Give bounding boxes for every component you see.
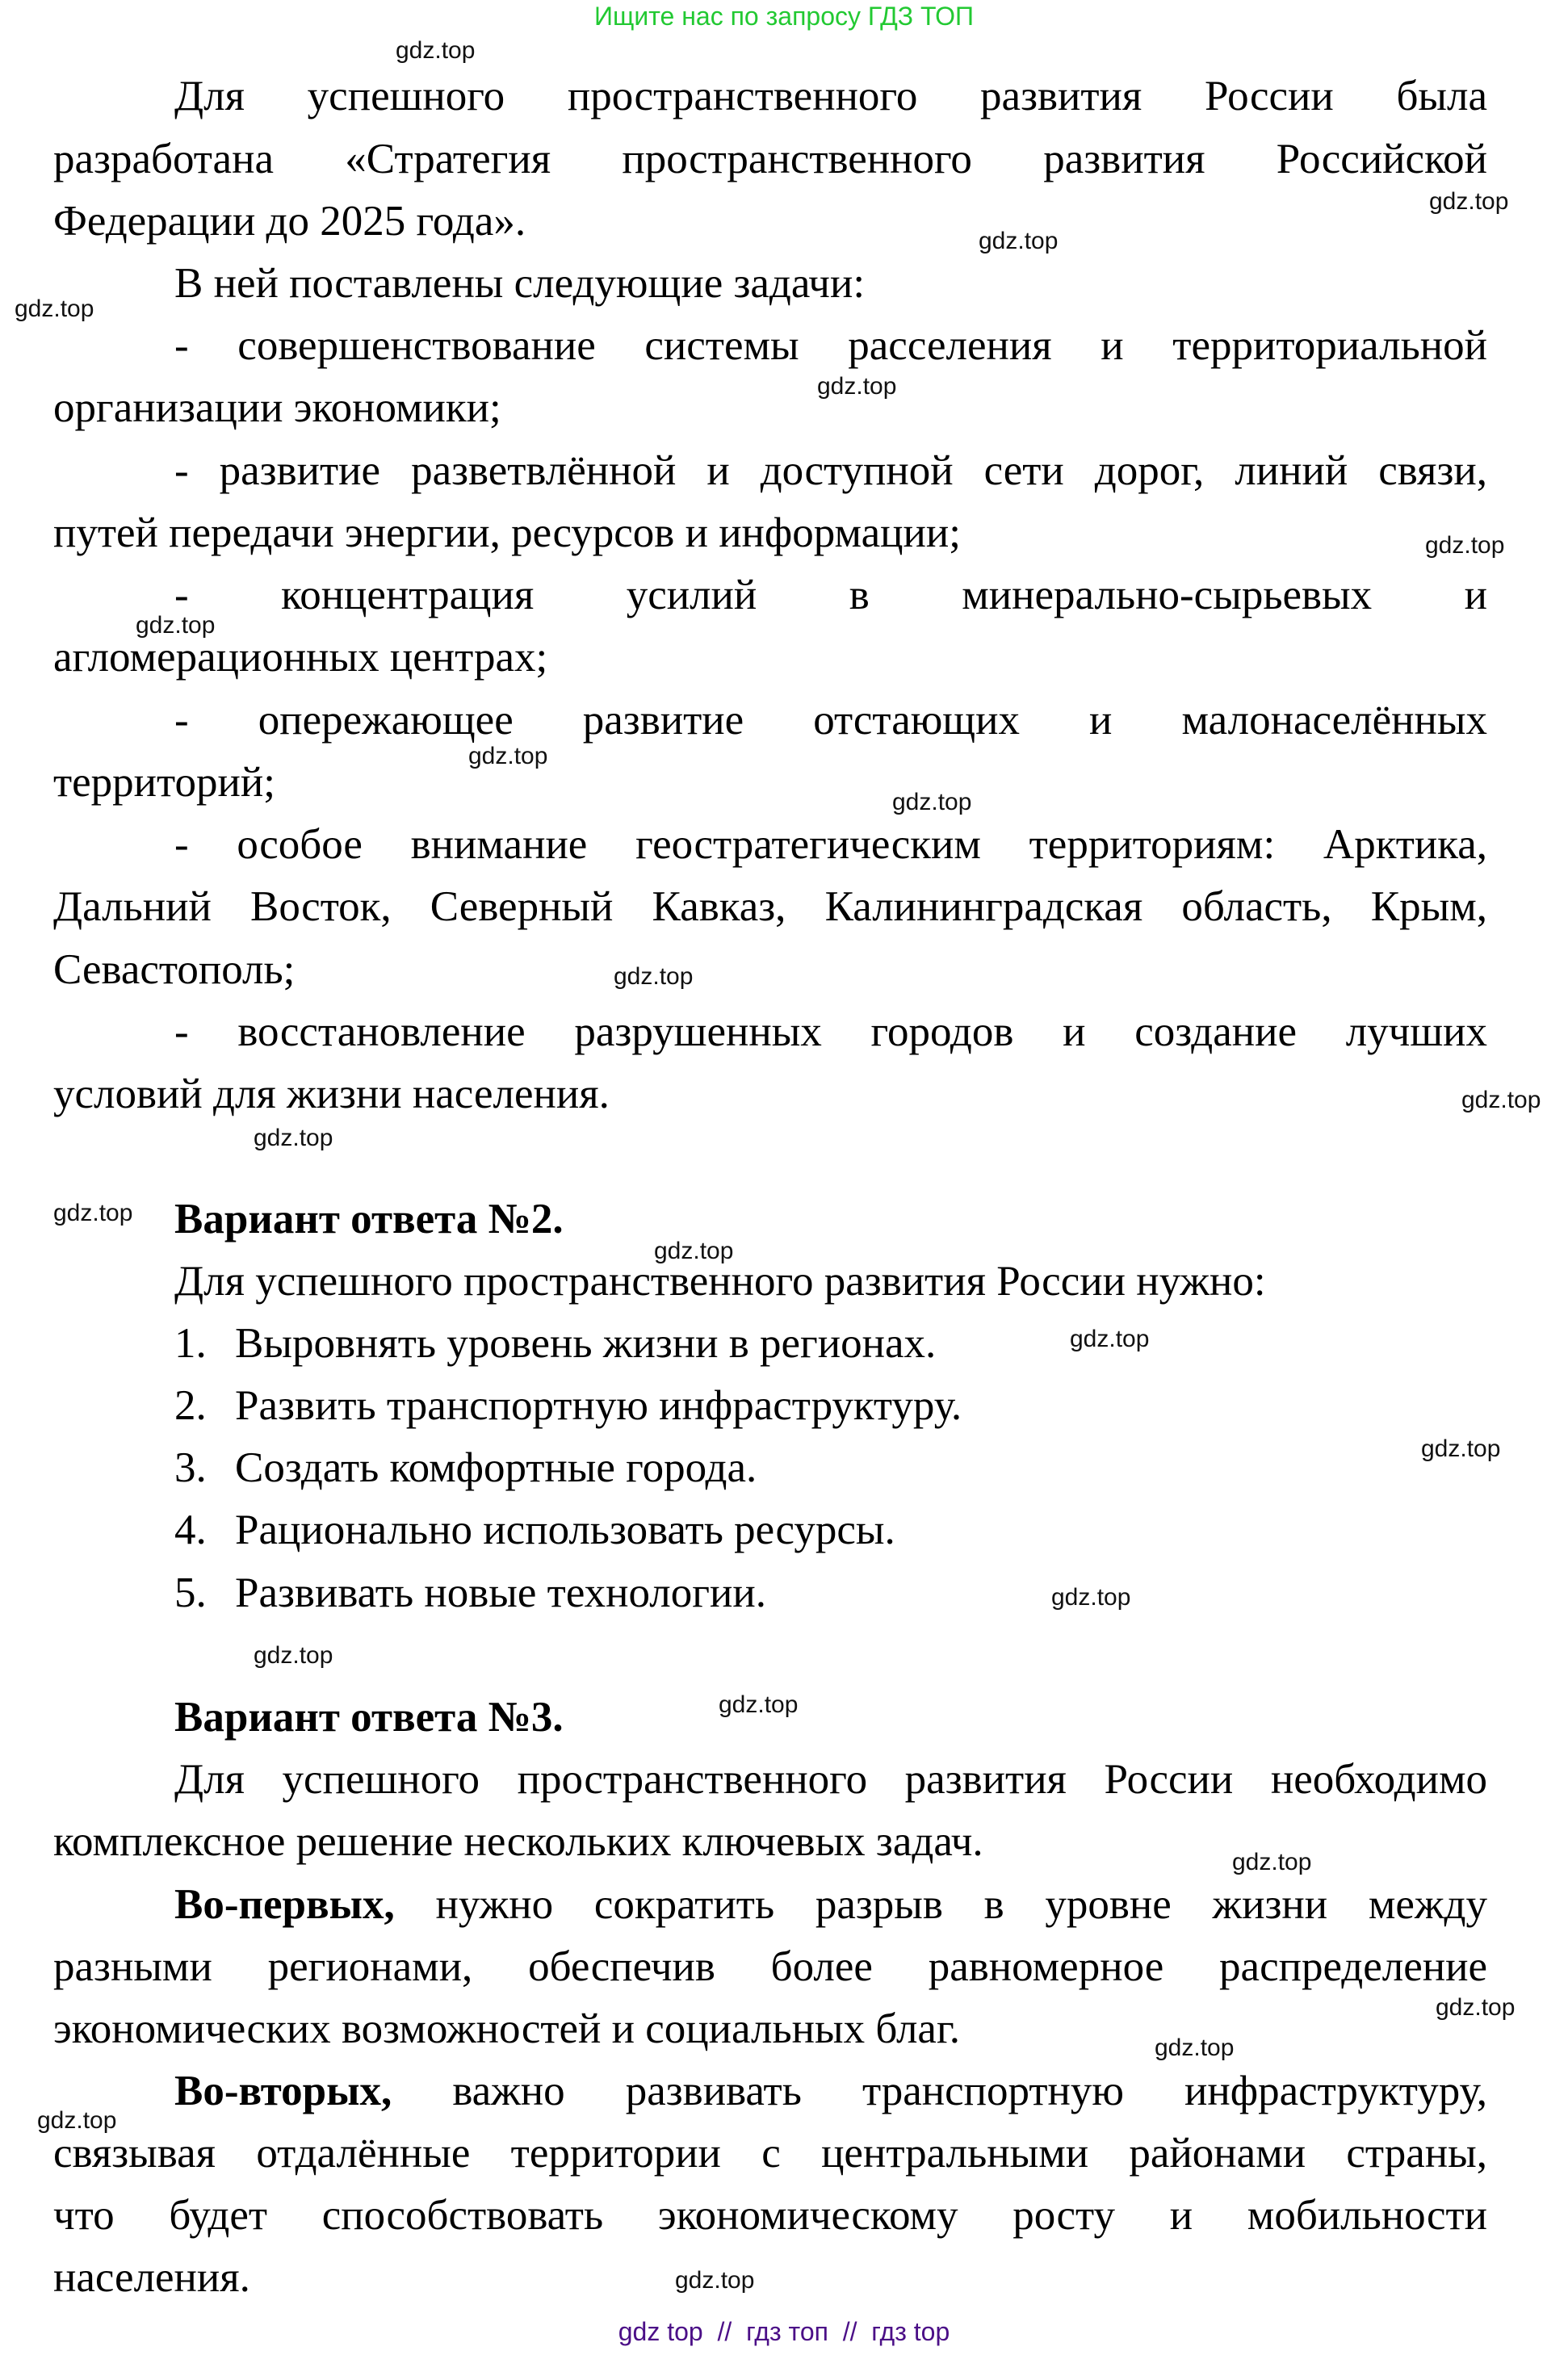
watermark: gdz.top [817,373,897,400]
watermark: gdz.top [254,1642,333,1669]
second-rest: важно развивать транспортную инфраструктуру, [392,2068,1487,2114]
task-item-continuation: агломерационных центрах; [53,634,548,681]
task-item: - совершенствование системы расселения и территориальной [174,322,1487,369]
watermark: gdz.top [1232,1849,1312,1875]
watermark: gdz.top [1070,1326,1150,1352]
watermark: gdz.top [37,2107,117,2134]
paragraph-line [53,1879,1487,1930]
list-text: Создать комфортные города. [235,1444,757,1491]
variant-2-intro: Для успешного пространственного развития России нужно: [174,1258,1266,1305]
watermark: gdz.top [1425,532,1505,559]
watermark: gdz.top [1051,1584,1131,1611]
watermark: gdz.top [254,1125,333,1151]
first-lead: Во-первых, [174,1881,395,1928]
watermark: gdz.top [979,228,1059,254]
watermark: gdz.top [719,1691,799,1718]
watermark: gdz.top [396,37,476,64]
list-item [53,1381,1487,1431]
paragraph-line: связывая отдалённые территории с центральными районами страны, [53,2130,1487,2177]
list-number: 5. [174,1569,207,1616]
watermark: gdz.top [1155,2034,1235,2061]
task-item: - восстановление разрушенных городов и создание лучших [174,1008,1487,1055]
task-item: - особое внимание геостратегическим территориям: Арктика, [174,821,1487,868]
list-number: 3. [174,1444,207,1491]
task-item-continuation: путей передачи энергии, ресурсов и информации; [53,509,961,556]
list-item [53,1568,1487,1618]
footer-links[interactable]: gdz top // гдз топ // гдз top [618,2317,950,2346]
watermark: gdz.top [892,789,972,815]
watermark: gdz.top [1461,1087,1541,1113]
paragraph-line: Для успешного пространственного развития России необходимо [174,1756,1487,1803]
task-item-continuation: Севастополь; [53,946,296,993]
task-item-continuation: Дальний Восток, Северный Кавказ, Калининградская область, Крым, [53,883,1487,930]
task-item: - развитие разветвлённой и доступной сети дорог, линий связи, [174,447,1487,494]
second-lead: Во-вторых, [174,2068,392,2114]
watermark: gdz.top [1429,188,1509,215]
task-item-continuation: организации экономики; [53,384,501,431]
task-item: - концентрация усилий в минерально-сырьевых и [174,572,1487,618]
list-item [53,1318,1487,1368]
tasks-intro: В ней поставлены следующие задачи: [174,260,866,307]
paragraph-line: комплексное решение нескольких ключевых задач. [53,1818,983,1865]
paragraph-line: Для успешного пространственного развития России была [174,73,1487,119]
list-item [53,1443,1487,1493]
list-number: 2. [174,1382,207,1429]
paragraph-line [53,2066,1487,2116]
list-text: Рационально использовать ресурсы. [235,1506,895,1553]
watermark: gdz.top [53,1200,133,1226]
list-number: 4. [174,1506,207,1553]
watermark: gdz.top [1436,1994,1516,2021]
task-item: - опережающее развитие отстающих и малонаселённых [174,697,1487,744]
list-text: Выровнять уровень жизни в регионах. [235,1320,937,1367]
watermark: gdz.top [675,2267,755,2294]
list-text: Развить транспортную инфраструктуру. [235,1382,962,1429]
variant-2-heading: Вариант ответа №2. [174,1196,564,1242]
list-number: 1. [174,1320,207,1367]
watermark: gdz.top [654,1238,734,1264]
paragraph-line: Федерации до 2025 года». [53,198,526,245]
variant-3-heading: Вариант ответа №3. [174,1694,564,1741]
task-item-continuation: условий для жизни населения. [53,1071,610,1117]
paragraph-line: что будет способствовать экономическому росту и мобильности [53,2192,1487,2239]
paragraph-line: разными регионами, обеспечив более равномерное распределение [53,1943,1487,1990]
watermark: gdz.top [614,963,694,990]
first-rest: нужно сократить разрыв в уровне жизни между [394,1881,1487,1928]
watermark: gdz.top [1421,1435,1501,1462]
paragraph-line: населения. [53,2254,250,2301]
list-item [53,1505,1487,1555]
paragraph-line: экономических возможностей и социальных благ. [53,2005,960,2052]
watermark: gdz.top [468,743,548,769]
list-text: Развивать новые технологии. [235,1569,766,1616]
task-item-continuation: территорий; [53,759,275,806]
watermark: gdz.top [136,612,216,639]
search-banner[interactable]: Ищите нас по запросу ГДЗ ТОП [594,2,974,31]
watermark: gdz.top [15,295,94,322]
paragraph-line: разработана «Стратегия пространственного развития Российской [53,136,1487,182]
